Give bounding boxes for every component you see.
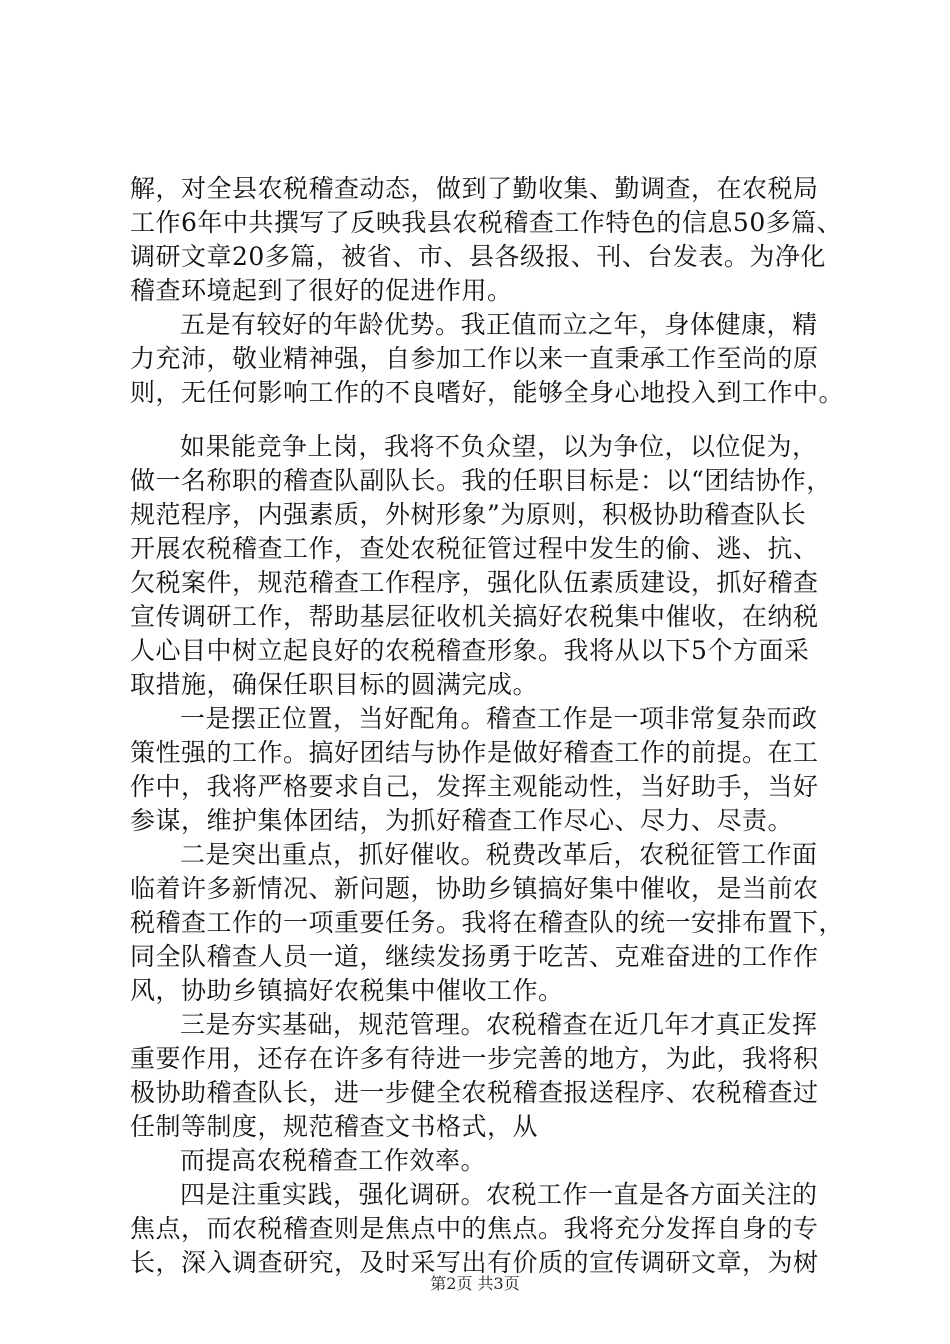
text-line: 策性强的工作。搞好团结与协作是做好稽查工作的前提。在工 [130,738,819,767]
text-line: 极协助稽查队长，进一步健全农税稽查报送程序、农税稽查过 [130,1078,819,1107]
text-line: 如果能竞争上岗，我将不负众望，以为争位，以位促为， [180,432,818,461]
text-line: 三是夯实基础，规范管理。农税稽查在近几年才真正发挥 [180,1010,818,1039]
text-line: 作中，我将严格要求自己，发挥主观能动性，当好助手，当好 [130,772,819,801]
text-line: 取措施，确保任职目标的圆满完成。 [130,670,539,699]
text-line: 临着许多新情况、新问题，协助乡镇搞好集中催收，是当前农 [130,874,819,903]
text-line: 同全队稽查人员一道，继续发扬勇于吃苦、克难奋进的工作作 [130,942,819,971]
text-line: 重要作用，还存在许多有待进一步完善的地方，为此，我将积 [130,1044,819,1073]
text-line: 工作6年中共撰写了反映我县农税稽查工作特色的信息50多篇、 [130,208,843,237]
text-line: 税稽查工作的一项重要任务。我将在稽查队的统一安排布置下， [130,908,845,937]
text-line: 欠税案件，规范稽查工作程序，强化队伍素质建设，抓好稽查 [130,568,819,597]
text-line: 风，协助乡镇搞好农税集中催收工作。 [130,976,564,1005]
text-line: 宣传调研工作，帮助基层征收机关搞好农税集中催收，在纳税 [130,602,819,631]
text-line: 五是有较好的年龄优势。我正值而立之年，身体健康，精 [180,310,818,339]
text-line: 任制等制度，规范稽查文书格式，从 [130,1112,539,1141]
text-line: 长，深入调查研究，及时采写出有价质的宣传调研文章，为树 [130,1248,819,1277]
text-line: 做一名称职的稽查队副队长。我的任职目标是：以“团结协作， [130,466,832,495]
text-line: 参谋，维护集体团结，为抓好稽查工作尽心、尽力、尽责。 [130,806,794,835]
text-line: 则，无任何影响工作的不良嗜好，能够全身心地投入到工作中。 [130,378,845,407]
text-line: 开展农税稽查工作，查处农税征管过程中发生的偷、逃、抗、 [130,534,819,563]
text-line: 人心目中树立起良好的农税稽查形象。我将从以下5个方面采 [130,636,810,665]
text-line: 二是突出重点，抓好催收。税费改革后，农税征管工作面 [180,840,818,869]
text-line: 解，对全县农税稽查动态，做到了勤收集、勤调查，在农税局 [130,174,819,203]
text-line: 一是摆正位置，当好配角。稽查工作是一项非常复杂而政 [180,704,818,733]
page-footer: 第2页 共3页 [430,1274,520,1293]
text-line: 焦点，而农税稽查则是焦点中的焦点。我将充分发挥自身的专 [130,1214,819,1243]
text-line: 四是注重实践，强化调研。农税工作一直是各方面关注的 [180,1180,818,1209]
text-line: 力充沛，敬业精神强，自参加工作以来一直秉承工作至尚的原 [130,344,819,373]
text-line: 调研文章20多篇，被省、市、县各级报、刊、台发表。为净化 [130,242,826,271]
text-line: 稽查环境起到了很好的促进作用。 [130,276,513,305]
text-line: 而提高农税稽查工作效率。 [180,1146,487,1175]
text-line: 规范程序，内强素质，外树形象”为原则，积极协助稽查队长 [130,500,807,529]
